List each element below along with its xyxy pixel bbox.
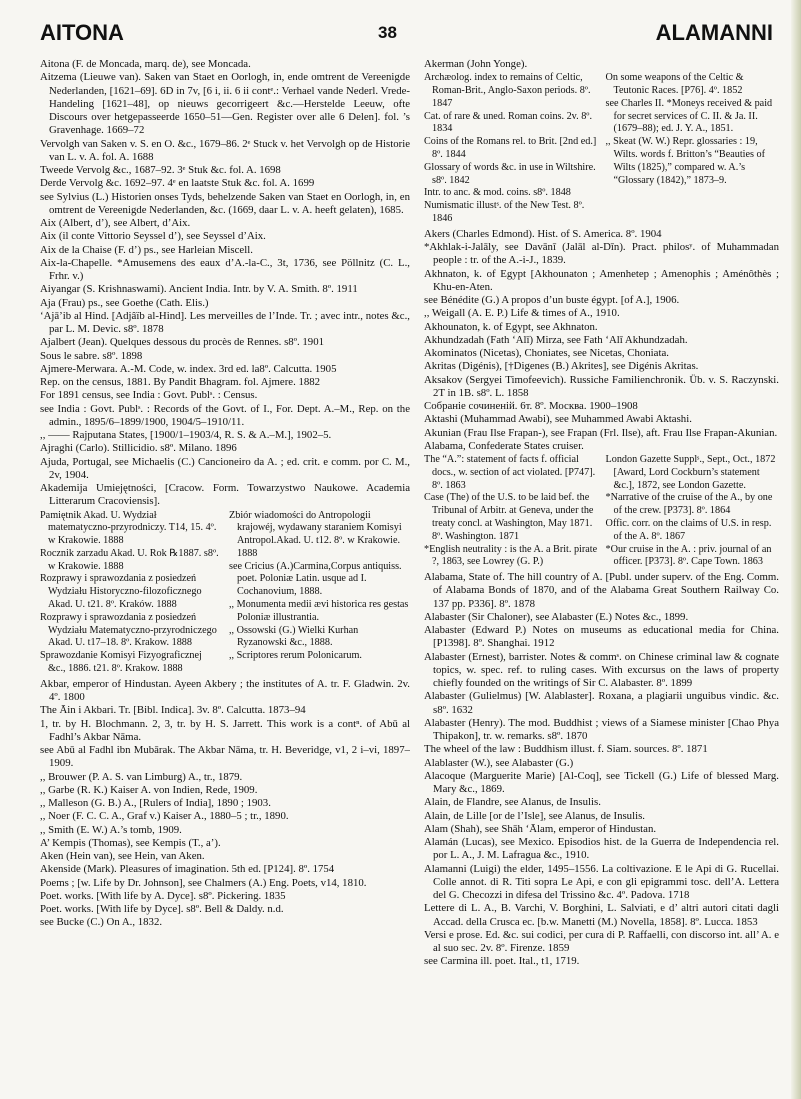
entry: Aiyangar (S. Krishnaswami). Ancient India. Intr. by V. A. Smith. 8º. 1911 [40, 283, 358, 296]
entry: Ajraghi (Carlo). Stillicidio. s8º. Milano. 1896 [40, 442, 237, 455]
subcolumn-right [229, 510, 410, 676]
entry: Akbar, emperor of Hindustan. Ayeen Akbery ; the institutes of A. tr. F. Gladwin. 2v. 4º. 1800 [40, 677, 410, 704]
entry: A’ Kempis (Thomas), see Kempis (T., a’). [40, 836, 221, 849]
entry: Rocznik zarzadu Akad. U. Rok ℞1887. s8º. w Krakowie. 1888 [40, 547, 219, 572]
entry: see Bucke (C.) On A., 1832. [40, 916, 163, 929]
running-head-left: AITONA [40, 20, 124, 45]
entry: Akademija Umiejętności, [Cracow. Form. Towarzystwo Naukowe. Academia Litterarum Cracoviensis]. [40, 482, 410, 508]
entry: Akenside (Mark). Pleasures of imagination. 5th ed. [P124]. 8º. 1754 [40, 863, 335, 876]
entry: Zbiór wiadomości do Antropologii krajowéj, wydawany staraniem Komisyi Antropol.Akad. U. t12. 8º. w Krakowie. 1888 [229, 509, 402, 559]
entry: Alablaster (W.), see Alabaster (G.) [424, 756, 574, 769]
entry: Aix (Albert, d’), see Albert, d’Aix. [40, 217, 191, 229]
entry: London Gazette Supplˢ., Sept., Oct., 1872 [Award, Lord Cockburn’s statement &c.], 1872, see London Gazette. [605, 454, 776, 491]
entry: ,, Ossowski (G.) Wielki Kurhan Ryzanowski &c., 1888. [229, 624, 359, 649]
entry: Tweede Vervolg &c., 1687–92. 3ᵉ Stuk &c. fol. A. 1698 [40, 164, 281, 176]
entry: Derde Vervolg &c. 1692–97. 4ᵉ en laatste Stuk &c. fol. A. 1699 [40, 177, 315, 190]
entry: Ajalbert (Jean). Quelques dessous du procès de Rennes. s8º. 1901 [40, 336, 325, 349]
entry: Akhnaton, k. of Egypt [Akhounaton ; Amenhetep ; Amenophis ; Aménôthès ; Khu-en-Aten. [424, 267, 779, 293]
entry: The Āin i Akbari. Tr. [Bibl. Indica]. 3v. 8º. Calcutta. 1873–94 [40, 704, 306, 717]
entry: Versi e prose. Ed. &c. sui codici, per cura di P. Raffaelli, con discorso int. all’ A. e al suo sec. 2v. 8º. Firenze. 1859 [424, 928, 779, 955]
entry: Aitona (F. de Moncada, marq. de), see Moncada. [40, 58, 251, 70]
akerman-subcolumns [424, 72, 779, 226]
subcolumn-left [40, 510, 221, 676]
entry: Rozprawy i sprawozdania z posiedzeń Wydziału Historyczno-filozoficznego Akad. U. t21. 8º. Kraków. 1888 [40, 573, 202, 611]
entry: Aksakov (Sergyei Timofeevich). Russiche Familienchronik. Üb. v. S. Raczynski. 2T in 1B. s8º. L. 1858 [424, 373, 779, 399]
entry: Собраніе сочиненій. 6т. 8º. Москва. 1900–1908 [424, 400, 638, 413]
entry: ,, —— Rajputana States, [1900/1–1903/4, R. S. & A.–M.], 1902–5. [40, 429, 332, 441]
entry: Ajuda, Portugal, see Michaelis (C.) Cancioneiro da A. ; ed. crit. e comm. por C. M., 2v, 1904. [40, 455, 410, 481]
entry: ,, Weigall (A. E. P.) Life & times of A., 1910. [424, 307, 620, 320]
entry: Vervolgh van Saken v. S. en O. &c., 1679–86. 2ᵉ Stuck v. het Vervolgh op de Historie van L. v. A. fol. A. 1688 [40, 137, 410, 163]
entry: Cat. of rare & uned. Roman coins. 2v. 8º. 1834 [424, 110, 593, 135]
entry: The wheel of the law : Buddhism illust. f. Siam. sources. 8º. 1871 [424, 743, 708, 756]
entry: Poet. works. [With life by A. Dyce]. s8º. Pickering. 1835 [40, 889, 286, 902]
subcolumn-left [424, 72, 598, 226]
entry: Aix-la-Chapelle. *Amusemens des eaux d’A.-la-C., 3t, 1736, see Pöllnitz (C. L., Frhr. v.) [40, 256, 410, 282]
entry: Alabaster (Henry). The mod. Buddhist ; views of a Siamese minister [Chao Phya Thipakon], tr. w. remarks. s8º. 1870 [424, 716, 779, 743]
subcolumn-left [424, 454, 598, 569]
entry: 1, tr. by H. Blochmann. 2, 3, tr. by H. S. Jarrett. This work is a contⁿ. of Abū al Fadhl’s Akbar Nāma. [40, 717, 410, 743]
entry: Lettere di L. A., B. Varchi, V. Borghini, L. Salviati, e d’ altri autori citati dagli Accad. della Crusca ec. [b.w. Manetti (M.) Novella, 1858]. 8º. Lucca. 1853 [424, 902, 779, 928]
entry: The “A.”: statement of facts f. official docs., w. section of act violated. [P747]. 8º. 1863 [424, 454, 596, 491]
entry: Aitzema (Lieuwe van). Saken van Staet en Oorlogh, in, ende omtrent de Vereenigde Nederlanden, [1621–69]. 6D in 7v, [6 i, ii. 6 ii contᵉ.: Verhael vande Nederl. Vrede-Handeling [1621–48], op nieuws gecorrigeert &c.—Herstelde Leeuw, ofte Discours over hetgepasseerde 1650–51—Gen. Register over alle 6 Delen]. fol. ’s Gravenhage. 1669–72 [40, 71, 410, 137]
entry-group [40, 678, 410, 930]
academy-subcolumns [40, 510, 410, 676]
entry: Case (The) of the U.S. to be laid bef. the Tribunal of Arbitr. at Geneva, under the treaty concl. at Washington, May 1871. 8º. Washington. 1871 [424, 492, 594, 542]
entry: Poems ; [w. Life by Dr. Johnson], see Chalmers (A.) Eng. Poets, v14, 1810. [40, 876, 367, 889]
entry: Akunian (Frau Ilse Frapan-), see Frapan (Frl. Ilse), aft. Frau Ilse Frapan-Akunian. [424, 426, 778, 439]
entry: Aix de la Chaise (F. d’) ps., see Harleian Miscell. [40, 243, 253, 256]
entry: Akers (Charles Edmond). Hist. of S. America. 8º. 1904 [424, 227, 662, 240]
entry: see Carmina ill. poet. Ital., t1, 1719. [424, 955, 580, 968]
entry: Glossary of words &c. in use in Wiltshire. s8º. 1842 [424, 161, 596, 186]
entry: *English neutrality : is the A. a Brit. pirate ?, 1863, see Lowrey (G. P.) [424, 543, 598, 568]
entry: *Our cruise in the A. : priv. journal of an officer. [P373]. 8º. Cape Town. 1863 [605, 543, 772, 568]
subcolumn-right [606, 454, 780, 569]
page-number: 38 [378, 23, 397, 42]
entry: Aja (Frau) ps., see Goethe (Cath. Elis.) [40, 296, 209, 309]
entry: Intr. to anc. & mod. coins. s8º. 1848 [424, 187, 571, 199]
entry: ‘Ajā’ib al Hind. [Adjâïb al-Hind]. Les merveilles de l’Inde. Tr. ; avec intr., notes &c., par L. M. Devic. s8º. 1878 [40, 309, 410, 335]
entry: Alamanni (Luigi) the elder, 1495–1556. La coltivazione. E le Api di G. Rucellai. Colle annot. di R. Titi sopra Le Api, e con gli epigrammi tosc. dell’A. Lettera del G. Checozzi in difesa del Trissino &c. 4º. Padova. 1718 [424, 862, 779, 902]
entry: Ajmere-Merwara. A.-M. Code, w. index. 3rd ed. la8º. Calcutta. 1905 [40, 362, 337, 375]
entry: On some weapons of the Celtic & Teutonic Races. [P76]. 4º. 1852 [605, 72, 744, 97]
entry: Alam (Shah), see Shāh ‘Ālam, emperor of Hindustan. [424, 822, 657, 835]
entry: Aken (Hein van), see Hein, van Aken. [40, 850, 205, 863]
entry: ,, Garbe (R. K.) Kaiser A. von Indien, Rede, 1909. [40, 783, 258, 796]
alabama-subcolumns [424, 454, 779, 569]
entry: Alabaster (Ernest), barrister. Notes & commˢ. on Chinese criminal law & cognate topics, w. spec. ref. to ruling cases. With excursus on the laws of property chiefly founded on the writings of Sir C. Alabaster. 8º. 1899 [424, 650, 779, 690]
entry: ,, Noer (F. C. C. A., Graf v.) Kaiser A., 1880–5 ; tr., 1890. [40, 810, 289, 823]
entry: see Sylvius (L.) Historien onses Tyds, behelzende Saken van Staet en Oorlogh, in, en omtrent de Vereenigde Nederlanden, &c. (1669, daar L. v. A. heeft gelaten), 1685. [40, 190, 410, 216]
entry: Alabama, State of. The hill country of A. [Publ. under superv. of the Eng. Comm. of Alabama Bonds of 1870, and of the Alabama Great Southern Railway Co. 137 pp. P336]. 8º. 1878 [424, 571, 779, 610]
entry: Rozprawy i sprawozdania z posiedzeń Wydziału Matematyczno-przyrodniczego Akad. U. t17–18. 8º. Krakow. 1888 [40, 611, 217, 649]
entry: Coins of the Romans rel. to Brit. [2nd ed.] 8º. 1844 [424, 136, 597, 161]
entry: ,, Monumenta medii ævi historica res gestas Poloniæ illustrantia. [229, 599, 409, 623]
entry: ,, Scriptores rerum Polonicarum. [229, 650, 362, 662]
entry: see Charles II. *Moneys received & paid for secret services of C. II. & Ja. II. (1679–88); ed. J. Y. A., 1851. [605, 97, 773, 135]
entry: *Akhlak-i-Jalāly, see Davānī (Jalāl al-Dīn). Pract. philosʸ. of Muhammadan people : tr. of the A.-i-J., 1839. [424, 241, 779, 267]
entry: Rep. on the census, 1881. By Pandit Bhagram. fol. Ajmere. 1882 [40, 376, 321, 388]
entry: Alabama, Confederate States cruiser. [424, 439, 584, 452]
running-head-right: ALAMANNI [655, 20, 773, 45]
entry: Alamán (Lucas), see Mexico. Episodios hist. de la Guerra de Independencia rel. por L. A., J. M. Lafragua &c., 1910. [424, 836, 779, 862]
entry: Aix (il conte Vittorio Seyssel d’), see Seyssel d’Aix. [40, 230, 266, 243]
entry: Offic. corr. on the claims of U.S. in resp. of the A. 8º. 1867 [605, 518, 772, 542]
entry: Numismatic illustˢ. of the New Test. 8º. 1846 [424, 200, 585, 225]
entry: Akominatos (Nicetas), Choniates, see Nicetas, Choniata. [424, 347, 669, 360]
entry: Sous le sabre. s8º. 1898 [40, 349, 143, 362]
entry: Alain, de Lille [or de l’Isle], see Alanus, de Insulis. [424, 809, 645, 822]
entry: ,, Skeat (W. W.) Repr. glossaries : 19, Wilts. words f. Britton’s “Beauties of Wilts (1825),” compared w. A.’s “Glossary (1842),” 1873–9. [605, 136, 766, 186]
entry-group [424, 571, 779, 969]
entry: Akritas (Digénis), [†Digenes (B.) Akrites], see Digénis Akritas. [424, 360, 699, 373]
entry: see Abū al Fadhl ibn Mubārak. The Akbar Nāma, tr. H. Beveridge, v1, 2 i–vi, 1897–1909. [40, 744, 410, 770]
entry: Sprawozdanie Komisyi Fizyograficznej &c., 1886. t21. 8º. Krakow. 1888 [40, 650, 202, 675]
entry: see Bénédite (G.) A propos d’un buste égypt. [of A.], 1906. [424, 294, 680, 307]
entry: Poet. works. [With life by Dyce]. s8º. Bell & Daldy. n.d. [40, 903, 284, 916]
entry: *Narrative of the cruise of the A., by one of the crew. [P373]. 8º. 1864 [605, 492, 773, 517]
entry: ,, Smith (E. W.) A.’s tomb, 1909. [40, 823, 182, 836]
entry: Alacoque (Marguerite Marie) [Al-Coq], see Tickell (G.) Life of blessed Marg. Mary &c., 1869. [424, 769, 779, 796]
right-column [424, 58, 779, 1088]
entry: For 1891 census, see India : Govt. Publˢ. : Census. [40, 389, 258, 402]
entry: see Cricius (A.)Carmina,Corpus antiquiss. poet. Poloniæ Latin. usque ad I. Cochanovium, 1888. [229, 560, 402, 598]
entry: ,, Brouwer (P. A. S. van Limburg) A., tr., 1879. [40, 770, 243, 783]
entry-group [424, 228, 779, 453]
entry: ,, Malleson (G. B.) A., [Rulers of India], 1890 ; 1903. [40, 797, 271, 810]
entry: Alabaster (Gulielmus) [W. Alablaster]. Roxana, a plagiarii unguibus vindic. &c. s8º. 1632 [424, 690, 779, 716]
entry: see India : Govt. Publˢ. : Records of the Govt. of I., For. Dept. A.–M., Rep. on the admin., 1895/6–1899/1900, 1904/5–1910/11. [40, 402, 410, 428]
entry: Alabaster (Edward P.) Notes on museums as educational media for China. [P1398]. 8º. Shanghai. 1912 [424, 624, 779, 650]
subcolumn-right [606, 72, 780, 226]
page-edge-shadow [791, 0, 801, 1099]
entry: Aktashi (Muhammad Awabi), see Muhammed Awabi Aktashi. [424, 413, 692, 426]
entry: Akhounaton, k. of Egypt, see Akhnaton. [424, 320, 598, 333]
entry-group [40, 58, 410, 509]
entry-heading: Akerman (John Yonge). [424, 58, 528, 70]
entry: Alabaster (Sir Chaloner), see Alabaster (E.) Notes &c., 1899. [424, 610, 689, 623]
left-column [40, 58, 410, 1088]
entry: Pamiętnik Akad. U. Wydział matematyczno-przyrodniczy. T14, 15. 4º. w Krakowie. 1888 [40, 509, 217, 547]
entry: Akhundzadah (Fath ‘Alī) Mirza, see Fath ‘Alī Akhundzadah. [424, 333, 688, 346]
entry: Archæolog. index to remains of Celtic, Roman-Brit., Anglo-Saxon periods. 8º. 1847 [424, 72, 591, 109]
entry: Alain, de Flandre, see Alanus, de Insulis. [424, 796, 601, 809]
